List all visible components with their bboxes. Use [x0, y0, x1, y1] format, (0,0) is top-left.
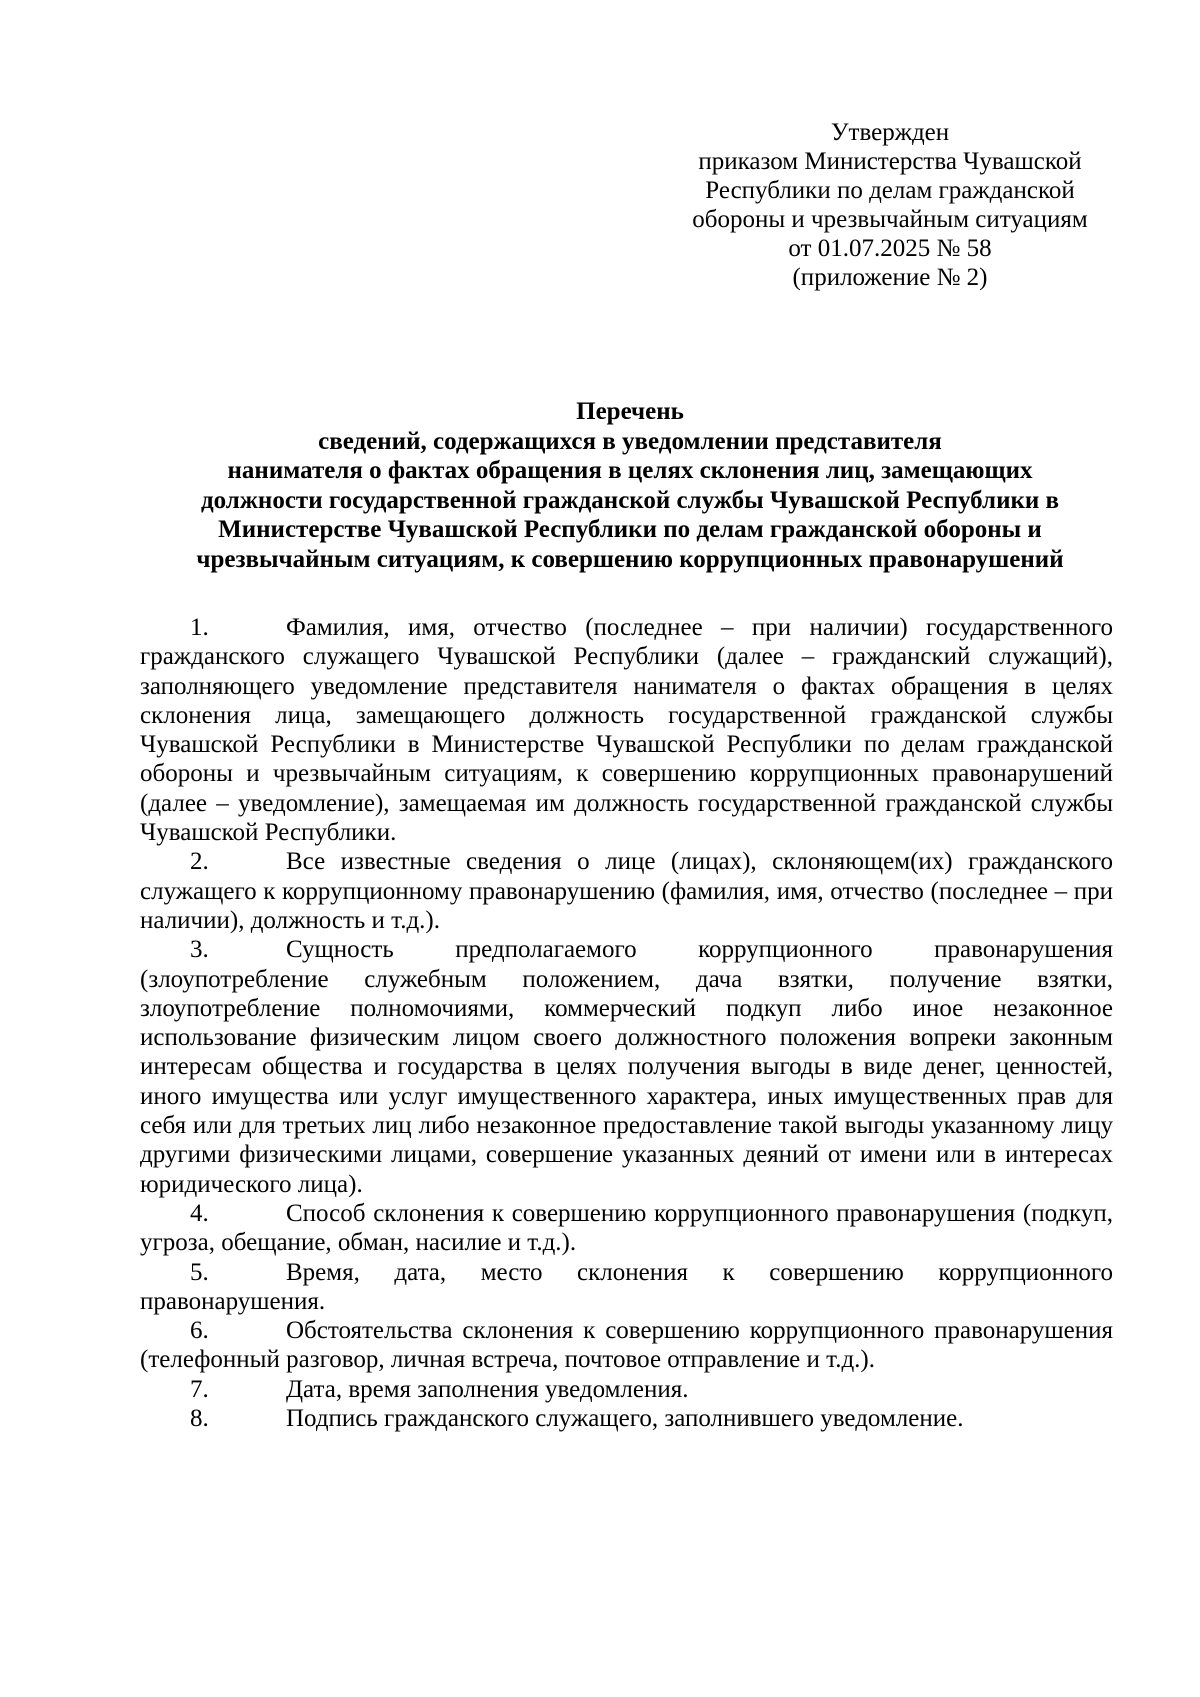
title-line: Министерстве Чувашской Республики по делам гражданской обороны и	[218, 516, 1042, 543]
list-item	[140, 1199, 1113, 1258]
approval-line: от 01.07.2025 № 58	[788, 235, 992, 262]
approval-line: приказом Министерства Чувашской	[698, 148, 1082, 175]
list-item	[140, 1375, 1113, 1404]
title-line: нанимателя о фактах обращения в целях склонения лиц, замещающих	[227, 457, 1033, 484]
item-text: Способ склонения к совершению коррупционного правонарушения (подкуп, угроза, обещание, обман, насилие и т.д.).	[140, 1199, 1113, 1257]
title-line: сведений, содержащихся в уведомлении представителя	[318, 427, 942, 455]
item-number: 7.	[190, 1375, 209, 1403]
item-text: Время, дата, место склонения к совершению коррупционного правонарушения.	[140, 1258, 1113, 1315]
title-heading: Перечень	[576, 398, 684, 425]
document-title	[140, 397, 1120, 574]
item-text: Обстоятельства склонения к совершению коррупционного правонарушения (телефонный разговор, личная встреча, почтовое отправление и т.д.).	[140, 1317, 1113, 1374]
item-number: 4.	[190, 1199, 209, 1227]
item-number: 5.	[190, 1258, 209, 1286]
list-item	[140, 1404, 1113, 1433]
item-number: 1.	[190, 614, 209, 641]
item-text: Фамилия, имя, отчество (последнее – при наличии) государственного гражданского служащего Чувашской Республики (далее – гражданский служащий), заполняющего уведомление представителя нанимателя о фактах обращения в целях склонения лица, замещающего должность государственной гражданской службы Чувашской Республики в Министерстве Чувашской Республики по делам гражданской обороны и чрезвычайным ситуациям, к совершению коррупционных правонарушений (далее – уведомление), замещаемая им должность государственной гражданской службы Чувашской Республики.	[140, 614, 1113, 847]
item-text: Дата, время заполнения уведомления.	[286, 1375, 689, 1403]
approval-line: (приложение № 2)	[792, 264, 988, 291]
approval-line: обороны и чрезвычайным ситуациям	[692, 206, 1088, 233]
approval-line: Республики по делам гражданской	[705, 177, 1075, 204]
list-item	[140, 1316, 1113, 1375]
approval-stamp	[680, 118, 1100, 292]
list-item	[140, 847, 1113, 935]
item-number: 3.	[190, 936, 209, 964]
title-line: должности государственной гражданской службы Чувашской Республики в	[200, 486, 1060, 514]
item-number: 2.	[190, 848, 209, 876]
approval-line: Утвержден	[830, 119, 950, 146]
item-text: Все известные сведения о лице (лицах), склоняющем(их) гражданского служащего к коррупционному правонарушению (фамилия, имя, отчество (последнее – при наличии), должность и т.д.).	[140, 848, 1113, 934]
list-item	[140, 935, 1113, 1199]
list-item	[140, 1258, 1113, 1317]
item-text: Подпись гражданского служащего, заполнившего уведомление.	[286, 1405, 964, 1433]
items-list	[140, 613, 1113, 1433]
title-line: чрезвычайным ситуациям, к совершению коррупционных правонарушений	[196, 545, 1064, 573]
item-number: 6.	[190, 1317, 209, 1345]
item-text: Сущность предполагаемого коррупционного правонарушения (злоупотребление служебным положением, дача взятки, получение взятки, злоупотребление полномочиями, коммерческий подкуп либо иное незаконное использование физическим лицом своего должностного положения вопреки законным интересам общества и государства в целях получения выгоды в виде денег, ценностей, иного имущества или услуг имущественного характера, иных имущественных прав для себя или для третьих лиц либо незаконное предоставление такой выгоды указанному лицу другими физическими лицами, совершение указанных деяний от имени или в интересах юридического лица).	[140, 936, 1113, 1198]
item-number: 8.	[190, 1405, 209, 1433]
list-item	[140, 613, 1113, 847]
